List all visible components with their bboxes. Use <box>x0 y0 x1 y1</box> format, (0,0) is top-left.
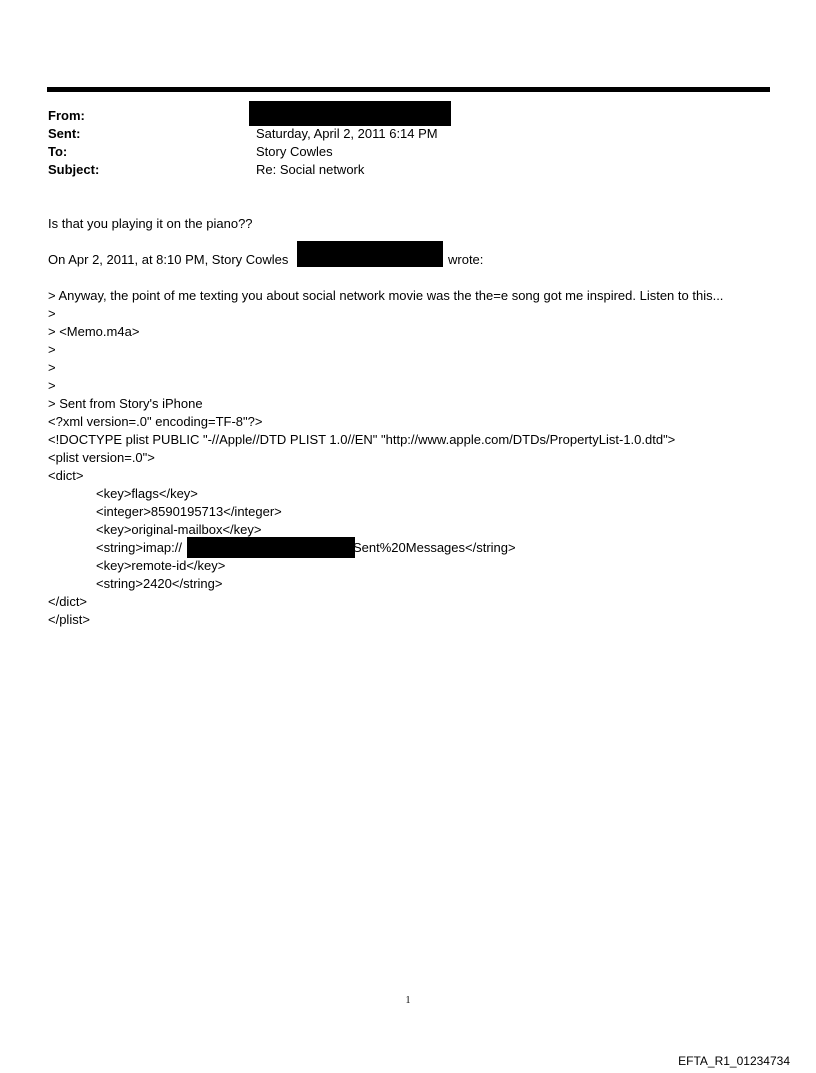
xml-line: <!DOCTYPE plist PUBLIC "-//Apple//DTD PLIST 1.0//EN" "http://www.apple.com/DTDs/PropertyList-1.0.dtd"> <box>48 432 676 447</box>
from-redaction <box>249 101 451 126</box>
reply-text: Is that you playing it on the piano?? <box>48 216 253 231</box>
quoted-line: > <box>48 360 56 375</box>
subject-label: Subject: <box>48 162 100 177</box>
xml-line: <dict> <box>48 468 84 483</box>
xml-line: <plist version=.0"> <box>48 450 155 465</box>
sender-email-redaction <box>297 241 443 267</box>
xml-line: </plist> <box>48 612 90 627</box>
dict-line: <string>imap:// <box>96 540 182 555</box>
quote-intro-end: wrote: <box>448 252 484 267</box>
page-number: 1 <box>405 995 411 1006</box>
quoted-line: > Sent from Story's iPhone <box>48 396 203 411</box>
imap-suffix: Sent%20Messages</string> <box>353 540 516 555</box>
subject-value: Re: Social network <box>256 162 365 177</box>
xml-line: </dict> <box>48 594 88 609</box>
sent-label: Sent: <box>48 126 81 141</box>
bates-number: EFTA_R1_01234734 <box>678 1054 790 1068</box>
quoted-line: > <Memo.m4a> <box>48 324 140 339</box>
quote-intro-start: On Apr 2, 2011, at 8:10 PM, Story Cowles <box>48 252 289 267</box>
quoted-line: > <box>48 342 56 357</box>
quoted-line: > Anyway, the point of me texting you about social network movie was the the=e song got me inspired. Listen to this... <box>48 288 724 303</box>
quoted-line: > <box>48 306 56 321</box>
from-label: From: <box>48 108 85 123</box>
to-label: To: <box>48 144 68 159</box>
dict-line: <key>remote-id</key> <box>96 558 226 573</box>
sent-value: Saturday, April 2, 2011 6:14 PM <box>256 126 438 141</box>
imap-redaction <box>187 537 355 558</box>
quoted-line: > <box>48 378 56 393</box>
to-value: Story Cowles <box>256 144 333 159</box>
header-rule <box>47 87 770 92</box>
xml-line: <?xml version=.0" encoding=TF-8"?> <box>48 414 263 429</box>
dict-line: <key>flags</key> <box>96 486 198 501</box>
dict-line: <integer>8590195713</integer> <box>96 504 282 519</box>
dict-line: <key>original-mailbox</key> <box>96 522 262 537</box>
dict-line: <string>2420</string> <box>96 576 223 591</box>
